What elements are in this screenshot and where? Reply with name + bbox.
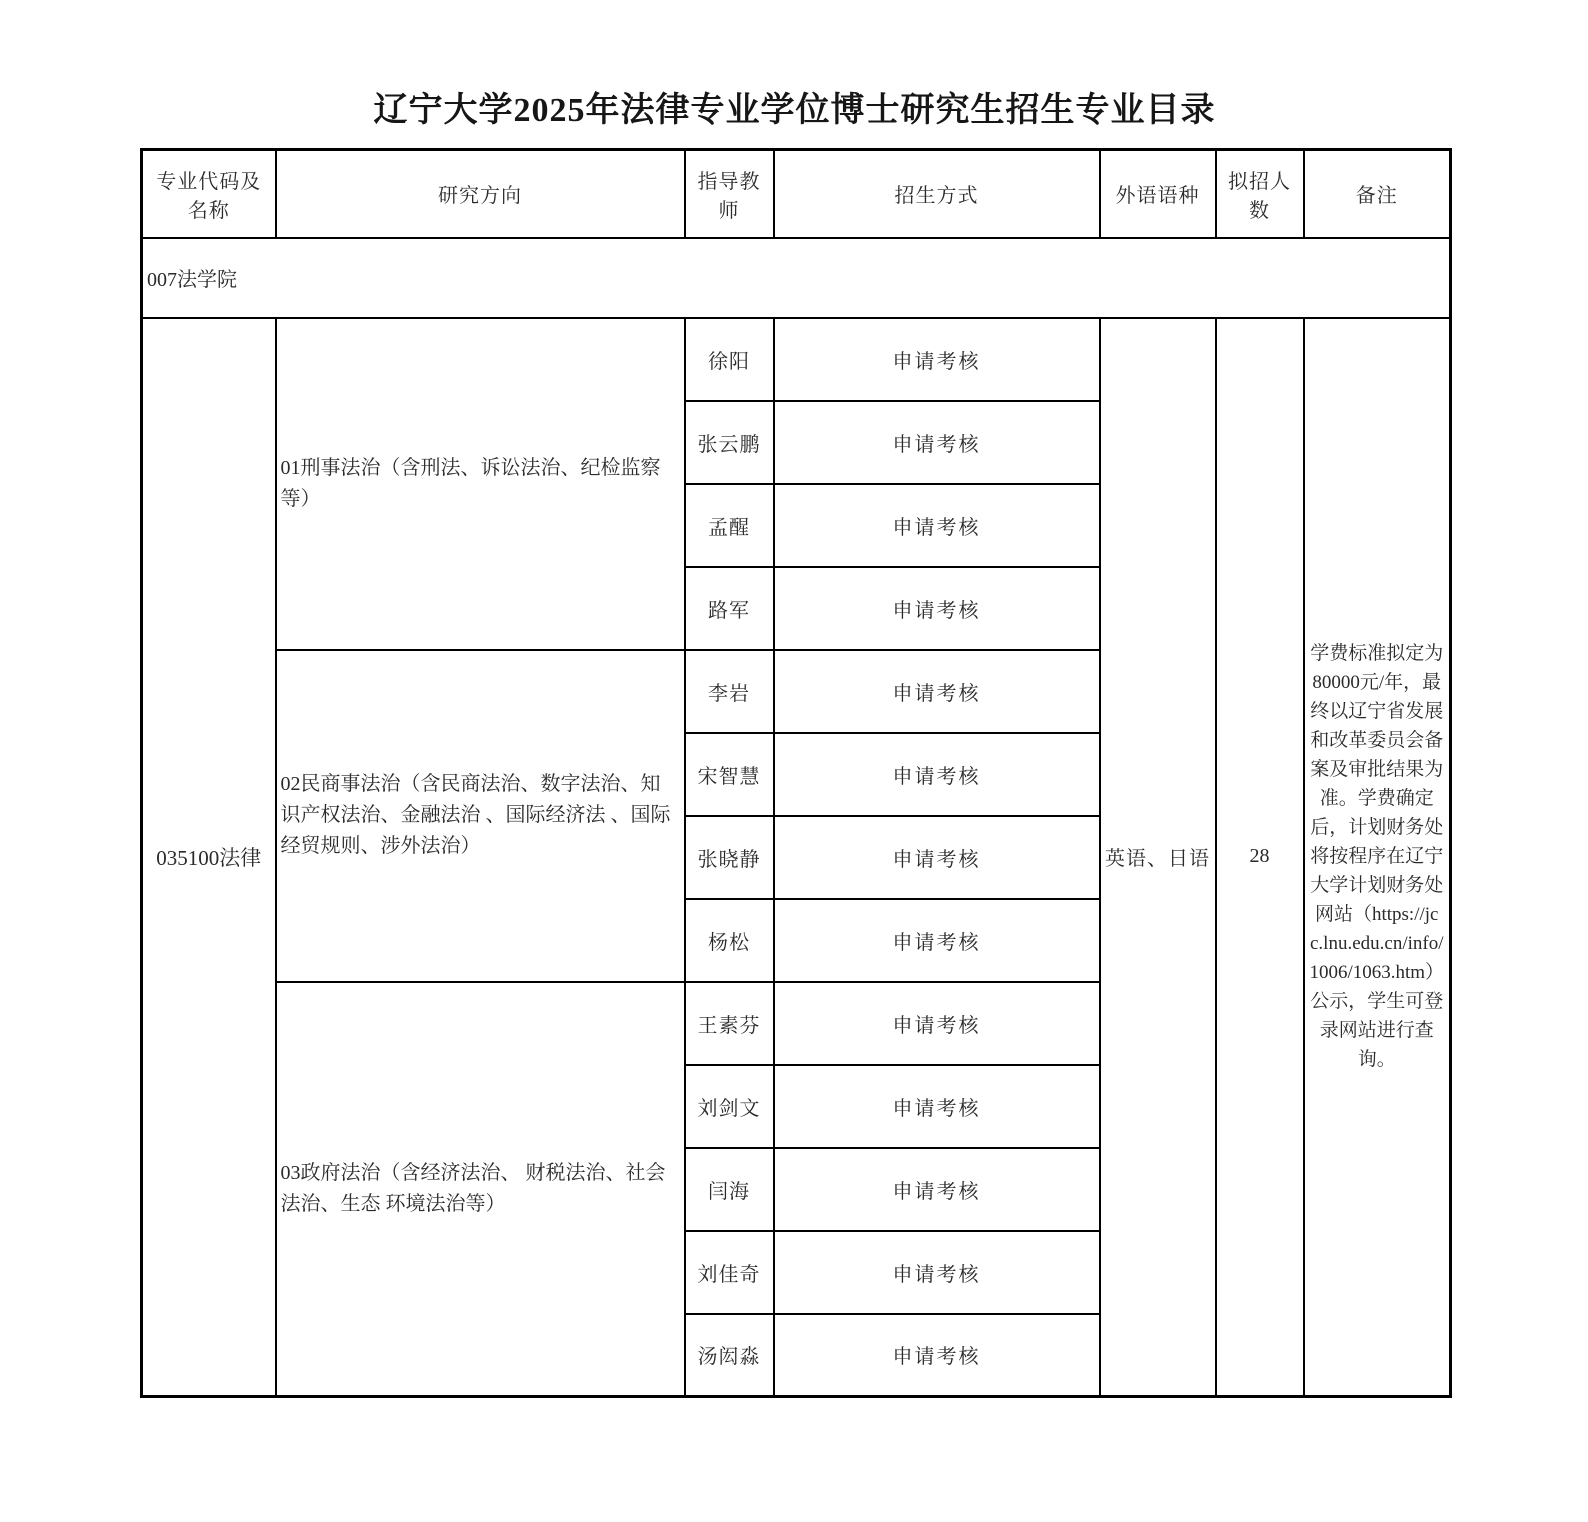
language-cell: 英语、日语	[1100, 318, 1216, 1397]
admission-cell: 申请考核	[774, 1314, 1100, 1397]
header-research-direction: 研究方向	[276, 150, 685, 238]
table-row	[142, 318, 1451, 401]
admission-cell: 申请考核	[774, 899, 1100, 982]
admission-cell: 申请考核	[774, 567, 1100, 650]
teacher-cell: 路军	[685, 567, 774, 650]
teacher-cell: 杨松	[685, 899, 774, 982]
teacher-cell: 李岩	[685, 650, 774, 733]
college-row	[142, 238, 1451, 318]
page-title: 辽宁大学2025年法律专业学位博士研究生招生专业目录	[373, 92, 1216, 129]
admission-cell: 申请考核	[774, 318, 1100, 401]
teacher-cell: 徐阳	[685, 318, 774, 401]
admission-cell: 申请考核	[774, 1231, 1100, 1314]
quota-cell: 28	[1216, 318, 1304, 1397]
header-supervisor: 指导教师	[685, 150, 774, 238]
direction-cell: 02民商事法治（含民商法治、数字法治、知识产权法治、金融法治 、国际经济法 、国际经贸规则、涉外法治）	[276, 650, 685, 982]
header-remark: 备注	[1304, 150, 1451, 238]
teacher-cell: 汤闳淼	[685, 1314, 774, 1397]
admission-cell: 申请考核	[774, 982, 1100, 1065]
teacher-cell: 闫海	[685, 1148, 774, 1231]
admission-cell: 申请考核	[774, 484, 1100, 567]
direction-cell: 03政府法治（含经济法治、 财税法治、社会法治、生态 环境法治等）	[276, 982, 685, 1397]
college-name: 007法学院	[142, 238, 1451, 318]
teacher-cell: 王素芬	[685, 982, 774, 1065]
teacher-cell: 刘佳奇	[685, 1231, 774, 1314]
teacher-cell: 宋智慧	[685, 733, 774, 816]
remark-cell: 学费标准拟定为80000元/年，最终以辽宁省发展和改革委员会备案及审批结果为准。学费确定后，计划财务处将按程序在辽宁大学计划财务处网站（https://jcc.lnu.edu.cn/info/1006/1063.htm）公示，学生可登录网站进行查询。	[1304, 318, 1451, 1397]
teacher-cell: 刘剑文	[685, 1065, 774, 1148]
header-admission-method: 招生方式	[774, 150, 1100, 238]
header-foreign-language: 外语语种	[1100, 150, 1216, 238]
major-code-cell: 035100法律	[142, 318, 276, 1397]
teacher-cell: 孟醒	[685, 484, 774, 567]
admission-cell: 申请考核	[774, 1065, 1100, 1148]
admissions-catalog-table	[140, 148, 1452, 1398]
table-header-row	[142, 150, 1451, 238]
teacher-cell: 张云鹏	[685, 401, 774, 484]
teacher-cell: 张晓静	[685, 816, 774, 899]
admission-cell: 申请考核	[774, 650, 1100, 733]
header-major-code: 专业代码及名称	[142, 150, 276, 238]
admission-cell: 申请考核	[774, 733, 1100, 816]
admission-cell: 申请考核	[774, 816, 1100, 899]
admission-cell: 申请考核	[774, 401, 1100, 484]
admission-cell: 申请考核	[774, 1148, 1100, 1231]
direction-cell: 01刑事法治（含刑法、诉讼法治、纪检监察等）	[276, 318, 685, 650]
header-planned-quota: 拟招人数	[1216, 150, 1304, 238]
